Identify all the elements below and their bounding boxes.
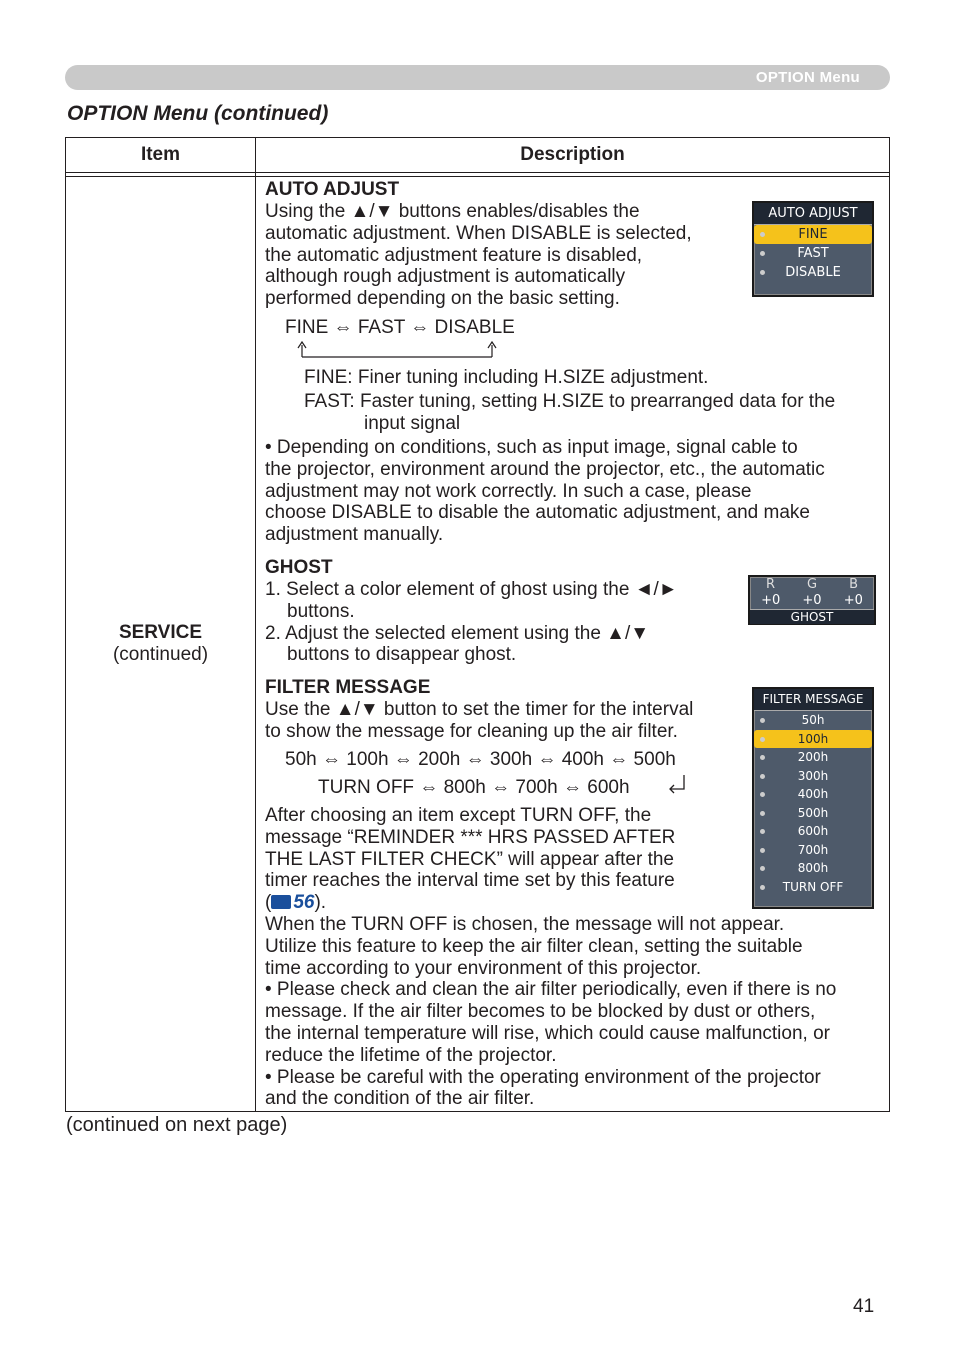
book-icon — [271, 895, 291, 909]
text-line: performed depending on the basic setting. — [265, 288, 620, 310]
auto-adjust-title: AUTO ADJUST — [265, 179, 400, 200]
ghost-title: GHOST — [265, 557, 333, 578]
text-line: to show the message for cleaning up the air filter. — [265, 720, 678, 742]
filter-after-text — [265, 805, 675, 914]
item-name: SERVICE — [118, 622, 203, 643]
fast-definition: FAST: Faster tuning, setting H.SIZE to prearranged data for the — [304, 391, 836, 412]
text-line: timer reaches the interval time set by this feature — [265, 870, 675, 892]
text-line: • Please check and clean the air filter periodically, even if there is no — [265, 979, 837, 1001]
text-line: automatic adjustment. When DISABLE is selected, — [265, 222, 692, 244]
filter-osd-title: FILTER MESSAGE — [754, 689, 872, 711]
cycle-return-icon — [666, 773, 692, 797]
page-ref-link[interactable]: 56 — [293, 892, 315, 914]
ghost-text — [265, 579, 678, 666]
osd-item: DISABLE — [754, 263, 872, 282]
text-line: reduce the lifetime of the projector. — [265, 1044, 557, 1066]
page-reference: ( 56). — [265, 892, 327, 914]
ghost-value-b: +0 — [843, 593, 863, 608]
ghost-value-r: +0 — [761, 593, 781, 608]
text-line: message. If the air filter becomes to be blocked by dust or others, — [265, 1001, 816, 1023]
osd-item: 800h — [754, 859, 872, 878]
ghost-label-g: G — [807, 577, 818, 592]
filter-osd — [752, 687, 874, 909]
section-title: OPTION Menu (continued) — [67, 102, 329, 125]
filter-title: FILTER MESSAGE — [265, 677, 431, 698]
ghost-label-b: B — [849, 577, 858, 592]
ghost-osd-title: GHOST — [750, 609, 874, 624]
text-line: THE LAST FILTER CHECK” will appear after the — [265, 848, 674, 870]
osd-item: 500h — [754, 804, 872, 823]
option-table — [65, 137, 890, 1112]
col-desc-header: Description — [256, 138, 890, 173]
text-line: • Depending on conditions, such as input image, signal cable to — [265, 437, 798, 458]
col-item-header: Item — [66, 138, 256, 173]
auto-adjust-cycle: FINE ⇔ FAST ⇔ DISABLE — [285, 317, 515, 338]
filter-cycle-2: TURN OFF ⇔ 800h ⇔ 700h ⇔ 600h — [318, 777, 630, 798]
fine-definition: FINE: Finer tuning including H.SIZE adjustment. — [304, 367, 709, 388]
text-line: 1. Select a color element of ghost using the ◄/► — [265, 579, 678, 600]
text-line: Using the ▲/▼ buttons enables/disables the — [265, 201, 640, 222]
auto-adjust-text — [265, 201, 692, 310]
osd-item: 300h — [754, 767, 872, 786]
osd-item: 100h — [754, 730, 872, 749]
osd-item: 50h — [754, 711, 872, 730]
ghost-osd — [748, 575, 876, 625]
osd-item: 600h — [754, 822, 872, 841]
text-line: buttons to disappear ghost. — [287, 644, 517, 666]
text-line: choose DISABLE to disable the automatic adjustment, and make — [265, 502, 810, 524]
item-sub: (continued) — [112, 644, 209, 665]
text-line: When the TURN OFF is chosen, the message will not appear. — [265, 914, 785, 935]
page-number: 41 — [853, 1296, 875, 1317]
text-line: After choosing an item except TURN OFF, the — [265, 805, 652, 826]
text-line: and the condition of the air filter. — [265, 1088, 535, 1110]
text-line: buttons. — [287, 600, 355, 622]
text-line: message “REMINDER *** HRS PASSED AFTER — [265, 826, 676, 848]
auto-adjust-osd — [752, 201, 874, 297]
text-line: • Please be careful with the operating environment of the projector — [265, 1066, 821, 1088]
osd-item: 200h — [754, 748, 872, 767]
osd-item: FAST — [754, 244, 872, 263]
text-line: the automatic adjustment feature is disabled, — [265, 244, 643, 266]
text-line: the internal temperature will rise, which could cause malfunction, or — [265, 1022, 830, 1044]
filter-rest-text — [265, 914, 885, 1110]
ghost-value-g: +0 — [802, 593, 822, 608]
auto-adjust-note — [265, 437, 825, 546]
osd-item: 400h — [754, 785, 872, 804]
filter-cycle-1: 50h ⇔ 100h ⇔ 200h ⇔ 300h ⇔ 400h ⇔ 500h — [285, 749, 676, 770]
text-line: Use the ▲/▼ button to set the timer for the interval — [265, 699, 694, 720]
cycle-return-arrow — [296, 339, 506, 361]
header-label: OPTION Menu — [755, 69, 860, 86]
osd-item-selected: FINE — [754, 225, 872, 244]
text-line: Utilize this feature to keep the air filter clean, setting the suitable — [265, 935, 803, 957]
text-line: 2. Adjust the selected element using the ▲/▼ — [265, 622, 650, 644]
header-bar — [65, 65, 890, 90]
osd-title: AUTO ADJUST — [754, 203, 872, 225]
continued-note: (continued on next page) — [66, 1114, 288, 1136]
ghost-label-r: R — [765, 577, 776, 592]
text-line: time according to your environment of this projector. — [265, 957, 702, 979]
text-line: adjustment may not work correctly. In such a case, please — [265, 480, 752, 502]
item-cell — [66, 177, 256, 1112]
desc-cell — [256, 177, 890, 1112]
osd-item: TURN OFF — [754, 878, 872, 897]
text-line: the projector, environment around the projector, etc., the automatic — [265, 458, 825, 480]
fast-definition-cont: input signal — [364, 413, 461, 434]
filter-text — [265, 699, 693, 743]
text-line: although rough adjustment is automatically — [265, 266, 626, 288]
text-line: adjustment manually. — [265, 524, 444, 546]
osd-item: 700h — [754, 841, 872, 860]
